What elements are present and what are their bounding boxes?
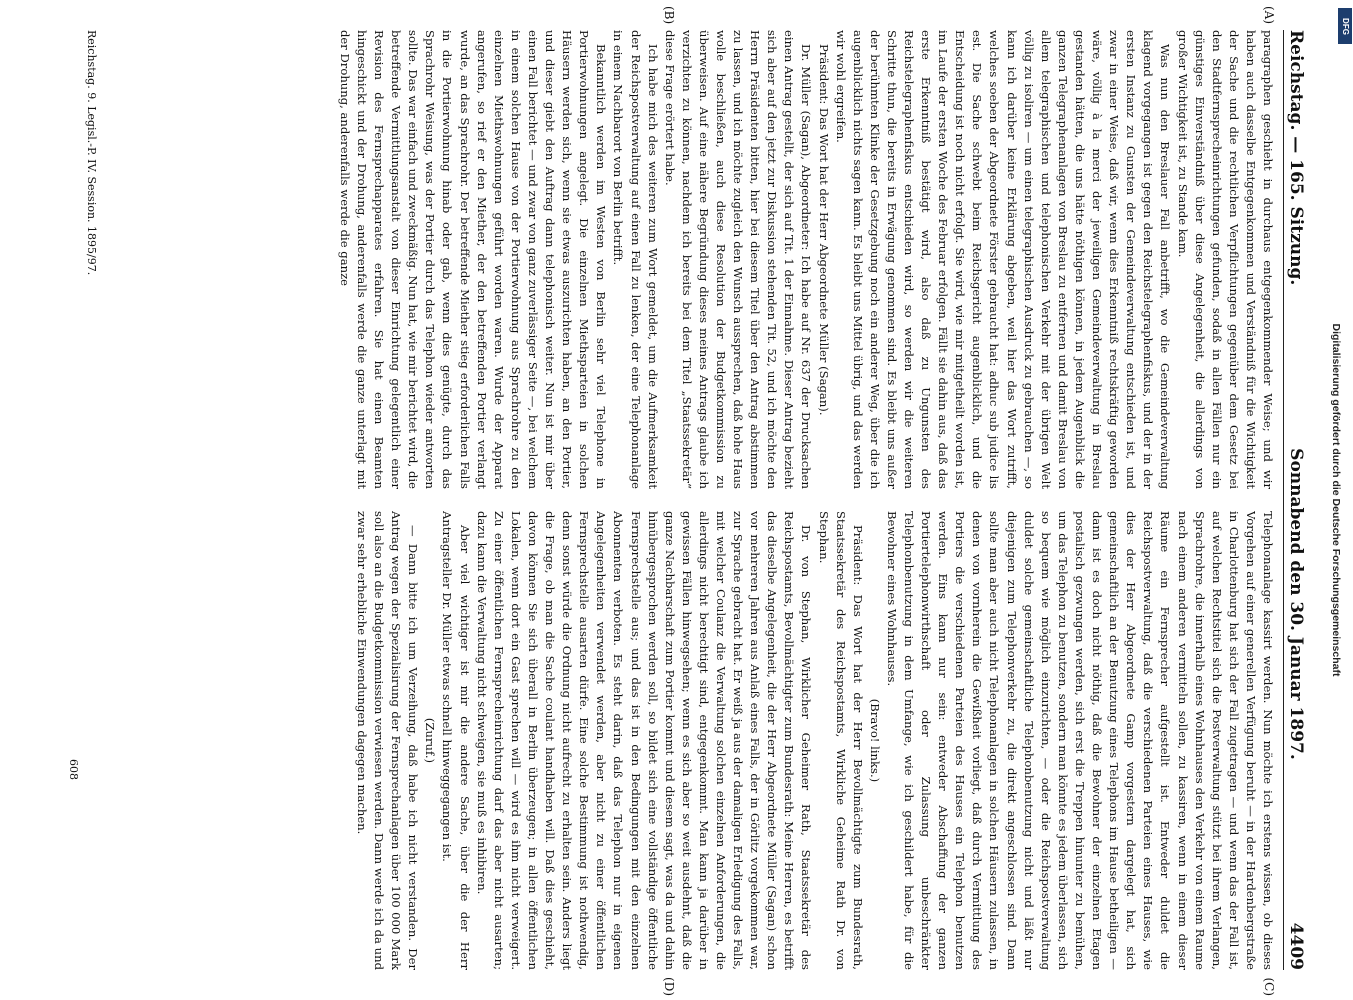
paragraph: paragraphen geschieht in durchaus entgegenkommender Weise; und wir haben auch dasselbe Entgegenkommen und Verständniß für die Wichtigkeit der Sache und die rechtlichen Verpflichtungen gegenüber dem Gesetz bei den Stadtfernsprecheinrichtungen gefunden, sodaß in allen Fällen nur ein günstiges Einverständniß über diese Angelegenheit, die allerdings von großer Wichtigkeit ist, zu Stande kam.	[1175, 30, 1275, 489]
margin-marker-b: (B)	[662, 6, 676, 25]
interjection: (Bravo! links.)	[867, 698, 882, 783]
margin-marker-d: (D)	[662, 977, 676, 996]
column-left	[86, 30, 1276, 489]
dfg-logo-text: DFG	[1340, 17, 1350, 35]
paragraph: Ich habe mich des weiteren zum Wort gemeldet, um die Aufmerksamkeit der Reichspostverwaltung auf einen Fall zu lenken, der eine Telephonanlage in einem Nachbarort von Berlin betrifft.	[611, 30, 660, 489]
margin-marker-c: (C)	[1262, 977, 1276, 996]
digitization-credit: Digitalisierung gefördert durch die Deutsche Forschungsgemeinschaft	[1330, 323, 1342, 677]
header-center: Sonnabend den 30. Januar 1897.	[1286, 448, 1306, 760]
paragraph: Was nun den Breslauer Fall anbetrifft, wo die Gemeindeverwaltung klagend vorgegangen ist gegen den Reichstelegraphenfiskus, und der in der ersten Instanz zu Gunsten der Gemeindeverwaltung entschieden ist, und zwar in einer Weise, daß wir, wenn dies Erkenntniß rechtskräftig geworden wäre, völlig à la merci der jeweiligen Gemeindeverwaltung in Breslau gestanden hätten, die uns hätte nöthigen können, in jedem Augenblick die ganzen Telegraphenanlagen von Breslau zu entfernen und damit Breslau von allem telegraphischen und telephonischen Verkehr mit der übrigen Welt völlig zu isoliren — um einen telegraphischen Ausdruck zu gebrauchen —, so kann ich darüber keine Erklärung abgeben, weil hier das Wort zutrifft, welches soeben der Abgeordnete Förster gebraucht hat: adhuc sub judice lis est. Die Sache schwebt beim Reichsgericht augenblicklich, und die Entscheidung ist noch nicht erfolgt. Sie wird, wie mir mitgetheilt worden ist, im Laufe der ersten Woche des Februar erfolgen. Fällt sie dahin aus, daß das erste Erkenntniß bestätigt wird, also daß zu Ungunsten des Reichstelegraphenfiskus entschieden wird, so werden wir die weiteren Schritte thun, die bereits in Erwägung genommen sind. Es bleibt uns außer der berühmten Klinke der Gesetzgebung noch ein anderer Weg, über die ich augenblicklich nichts sagen kann. Es bleibt uns Mittel übrig, und das werden wir wohl ergreifen.	[833, 30, 1173, 489]
paragraph: Dr. von Stephan, Wirklicher Geheimer Rath, Staatssekretär des Reichspostamts, Bevollmächtigter zum Bundesrath: Meine Herren, es betrifft das dieselbe Angelegenheit, die der Herr Abgeordnete Müller (Sagan) schon vor mehreren Jahren aus Anlaß eines Falls, der in Görlitz vorgekommen war, zur Sprache gebracht hat. Er weiß ja aus der damaligen Erledigung des Falls, mit welcher Coulanz die Verwaltung solchen einzelnen Anforderungen, die allerdings nicht berechtigt sind, entgegenkommt. Man kann ja darüber in gewissen Fällen hinwegsehen; wenn es sich aber so weit ausdehnt, daß die ganze Nachbarschaft zum Portier kommt und diesem sagt, was da und dahin hinübergesprochen werden soll, so bildet sich eine vollständige öffentliche Fernsprechstelle aus; und das ist in den Bedingungen mit den einzelnen Abonnenten verboten. Es steht darin, daß das Telephon nur in eigenen Angelegenheiten verwendet werden, aber nicht zu einer öffentlichen Fernsprechstelle ausarten dürfe. Eine solche Bestimmung ist nothwendig, denn sonst würde die Ordnung nicht aufrecht zu erhalten sein. Anders liegt die Frage, ob man die Sache coulant handhaben will. Daß dies geschieht, davon können Sie sich überall in Berlin überzeugen; in allen öffentlichen Lokalen, wenn dort ein Gast sprechen will — wird es ihm nicht verweigert. Zu einer öffentlichen Fernsprecheinrichtung darf das aber nicht ausarten; dazu kann die Verwaltung nicht schweigen, sie muß es inhibiren.	[474, 511, 814, 970]
page-number: 4409	[1286, 922, 1306, 970]
paragraph: Telephonanlage kassirt werden. Nun möchte ich erstens wissen, ob dieses Vorgehen auf einer generellen Verfügung beruht — in der Hardenbergstraße in Charlottenburg hat sich der Fall zugetragen — und wenn das der Fall ist, auf welchen Rechtstitel sich die Postverwaltung stützt bei ihrem Verlangen, Sprachrohre, die innerhalb eines Wohnhauses den Verkehr von einem Raume nach einem anderen vermitteln sollen, zu kassiren, wenn in einem dieser Räume ein Fernsprecher aufgestellt ist. Entweder duldet die Reichspostverwaltung, daß die verschiedenen Parteien eines Hauses, wie dies der Herr Abgeordnete Gamp vorgestern dargelegt hat, sich gemeinschaftlich an der Benutzung eines Telephons im Hause betheiligen — dann ist es doch nicht nöthig, daß die Bewohner der einzelnen Etagen postalisch gezwungen werden, sich erst die Treppen hinunter zu bemühen, um das Telephon zu benutzen, sondern man könnte es jedem überlassen, sich so bequem wie möglich einzurichten, — oder die Reichspostverwaltung duldet solche gemeinschaftliche Telephonbenutzung nicht und läßt nur diejenigen zum Telephonverkehr zu, die direkt angeschlossen sind. Dann sollte man aber auch nicht Telephonanlagen in solchen Häusern zulassen, in denen von vornherein die Gewißheit vorliegt, daß durch Vermittlung des Portiers die verschiedenen Parteien des Hauses ein Telephon benutzen werden. Eins kann nur sein: entweder Abschaffung der ganzen Portiertelephonwirthschaft oder Zulassung unbeschränkter Telephonbenutzung in dem Umfange, wie ich geschildert habe, für die Bewohner eines Wohnhauses.	[884, 511, 1275, 970]
column-right	[86, 511, 1276, 970]
paragraph: Dr. Müller (Sagan), Abgeordneter: Ich habe auf Nr. 637 der Drucksachen einen Antrag gestellt, der sich auf Tit. 1 der Einnahme. Dieser Antrag bezieht sich aber auf den jetzt zur Diskussion stehenden Tit. 52, und ich möchte den Herrn Präsidenten bitten, hier bei diesem Titel über den Antrag abstimmen zu lassen, und ich möchte zugleich den Wunsch aussprechen, daß hohe Haus wolle beschließen, auch diese Resolution der Budgetkommission zu überweisen. Auf eine nähere Begründung dieses meines Antrags glaube ich verzichten zu können, nachdem ich bereits bei dem Titel „Staatssekretär“ diese Frage erörtert habe.	[662, 30, 814, 489]
paragraph: Präsident: Das Wort hat der Herr Abgeordnete Müller (Sagan).	[816, 44, 831, 416]
footer-sheet-number: 608	[67, 759, 80, 780]
page-header	[1283, 30, 1316, 970]
document-page	[36, 6, 1316, 996]
margin-marker-a: (A)	[1262, 6, 1276, 25]
paragraph: Bekanntlich werden im Westen von Berlin sehr viel Telephone in Portierwohnungen angelegt. Die einzelnen Miethsparteien in solchen Häusern werden sich, wenn sie etwas auszurichten haben, an den Portier, und dieser giebt den Auftrag dann telephonisch weiter. Nun ist mir über einen Fall berichtet — und zwar von ganz zuverlässiger Seite —, bei welchem in einem solchen Hause von der Portierwohnung aus Sprachrohre zu den einzelnen Miethswohnungen geführt worden waren. Wurde der Apparat angerufen, so rief er den Miether, der den betreffenden Portier verlangt wurde, an das Sprachrohr. Der betreffende Miether stieg erforderlichen Falls in die Portierwohnung hinab oder gab, wenn dies genügte, durch das Sprachrohr Weisung, was der Portier durch das Telephon wieder antworten sollte. Das war einfach und zweckmäßig. Nun hat, wie mir berichtet wird, die betreffende Vermittlungsanstalt von dieser Einrichtung gelegentlich einer Revision des Fernsprechapparates erfahren. Sie hat einen Beamten hingeschickt und der Drohung, anderenfalls werde die ganze unterlagt mit der Drohung, anderenfalls werde die ganze	[337, 30, 609, 489]
paragraph: Aber viel wichtiger ist mir die andere Sache, über die der Herr Antragsteller Dr. Müller etwas schnell hinweggegangen ist.	[440, 511, 472, 970]
text-columns	[86, 30, 1276, 970]
dfg-logo	[1338, 8, 1352, 44]
paragraph: Präsident: Das Wort hat der Herr Bevollmächtigte zum Bundesrath, Staatssekretär des Reichspostamts, Wirkliche Geheime Rath Dr. von Stephan.	[816, 511, 865, 970]
header-left: Reichstag. — 165. Sitzung.	[1286, 30, 1306, 286]
paragraph: — Dann bitte ich um Verzeihung, daß habe ich nicht verstanden. Der Antrag wegen der Spezialisirung der Fernsprechanlagen über 100 000 Mark soll also an die Budgetkommission verwiesen werden. Dann werde ich da und zwar sehr erhebliche Einwendungen dagegen machen.	[355, 511, 421, 970]
interjection: (Zuruf.)	[423, 717, 438, 764]
footer-session: Reichstag. 9. Legisl.-P. IV. Session. 1895/97.	[85, 30, 98, 276]
